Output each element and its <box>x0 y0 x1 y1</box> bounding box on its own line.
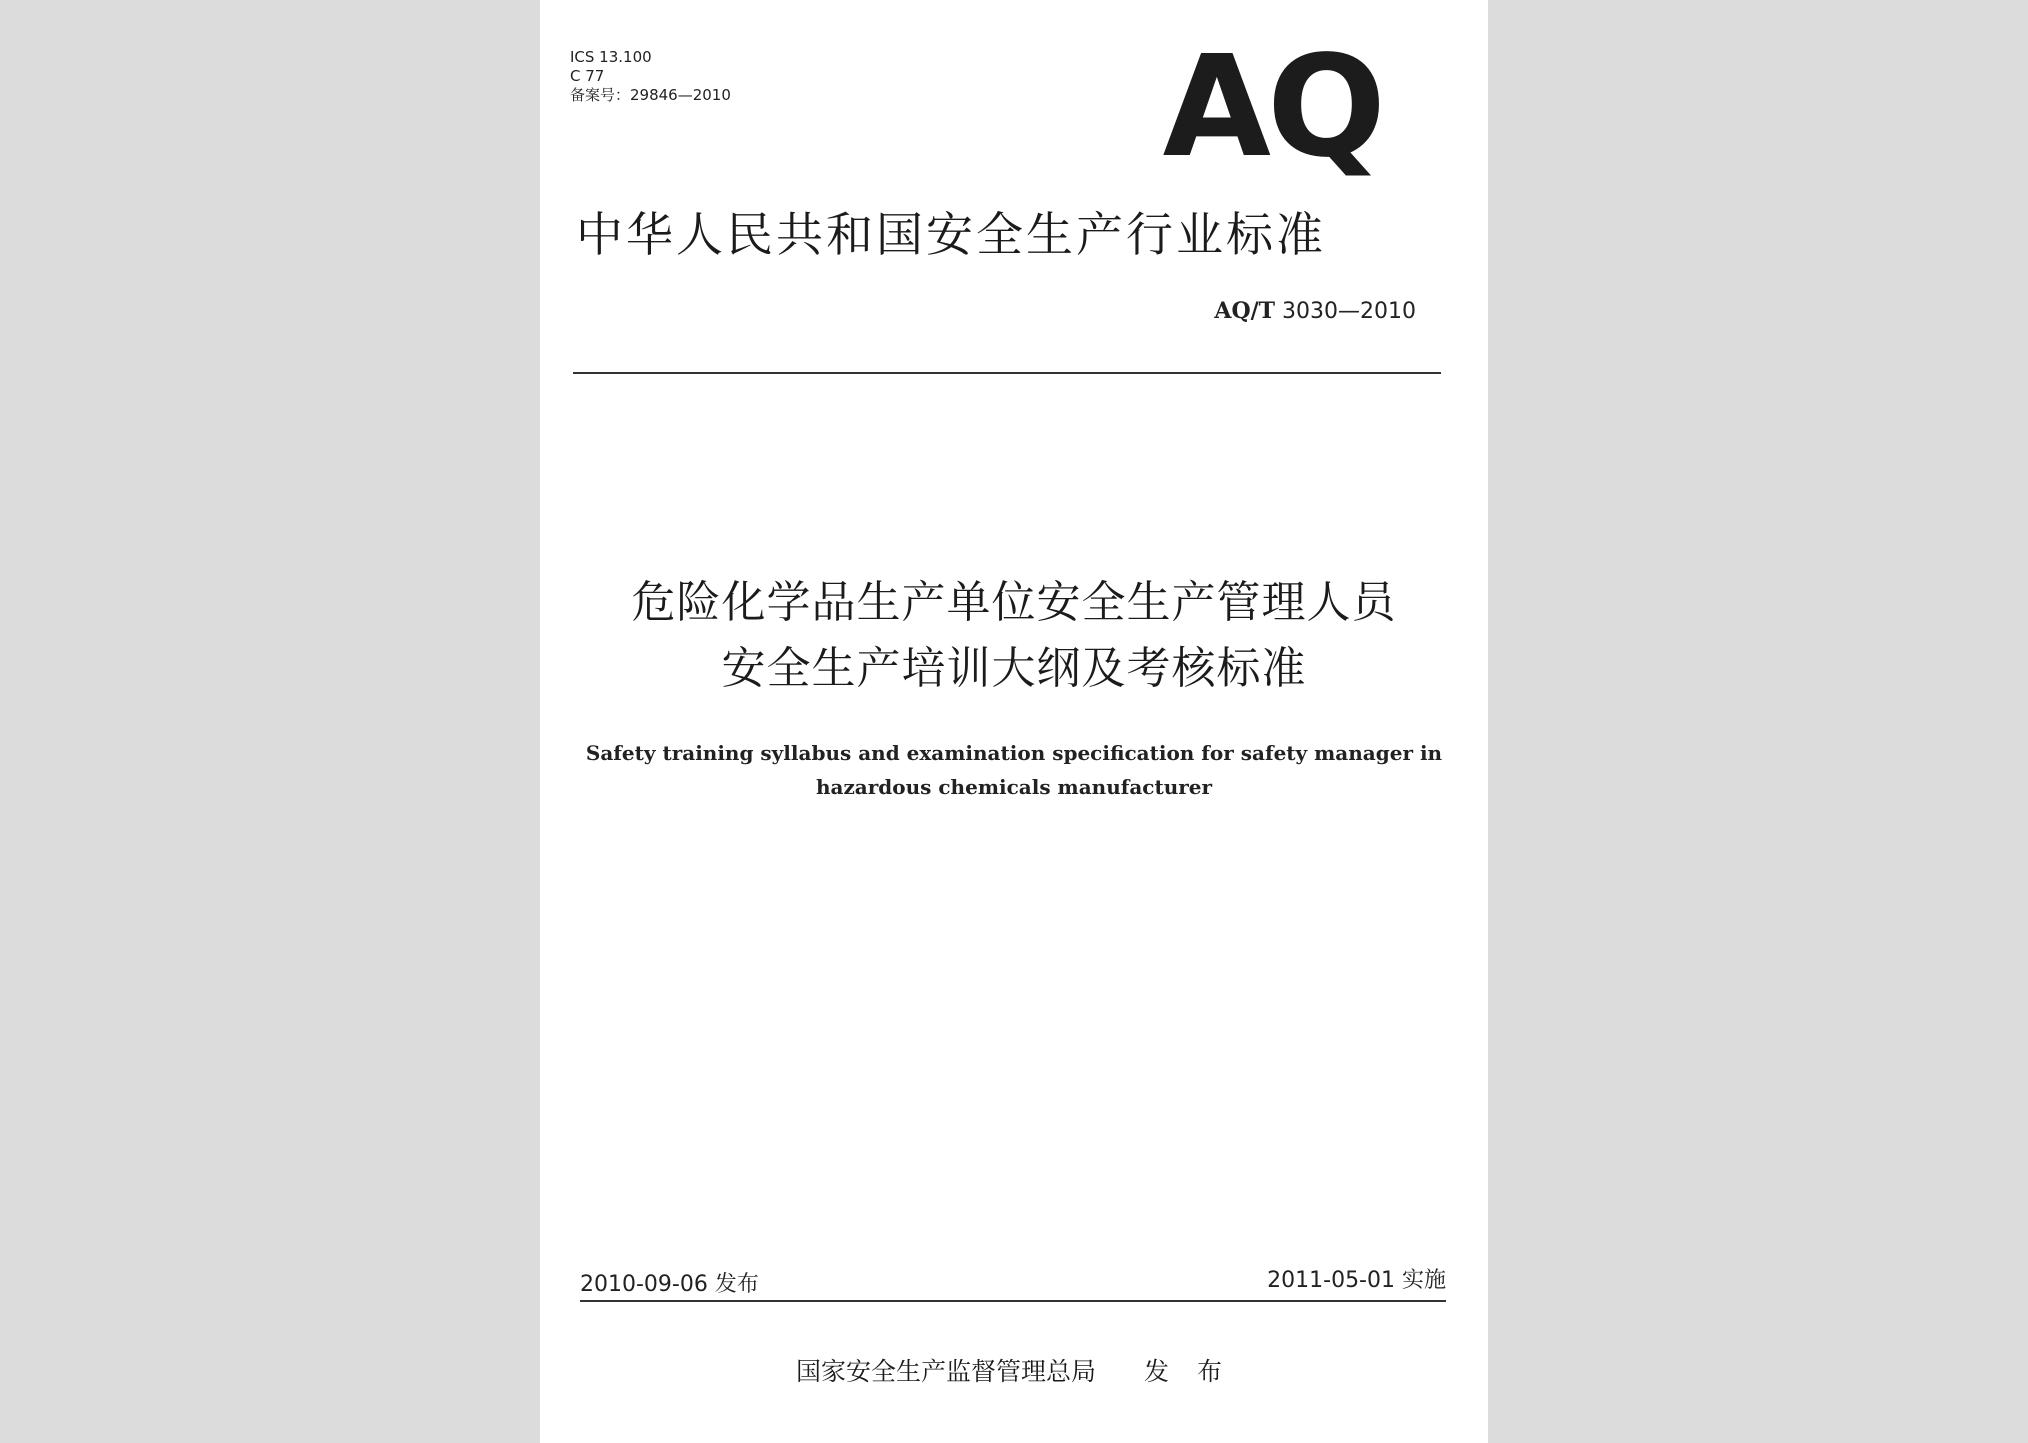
publisher-action: 发 布 <box>1144 1357 1232 1386</box>
ics-code: ICS 13.100 <box>570 48 652 66</box>
standard-code-number: 3030—2010 <box>1282 299 1416 324</box>
english-title <box>540 736 1488 804</box>
record-number: 备案号：29846—2010 <box>570 86 731 104</box>
issue-date: 2010-09-06 发布 <box>580 1272 759 1297</box>
dates-row <box>580 1268 1446 1298</box>
standard-code <box>1214 298 1416 324</box>
english-title-line-2: hazardous chemicals manufacturer <box>815 775 1213 799</box>
chinese-title-line-1: 危险化学品生产单位安全生产管理人员 <box>631 577 1397 628</box>
implementation-date: 2011-05-01 实施 <box>1267 1268 1446 1293</box>
chinese-title <box>540 570 1488 702</box>
english-title-line-1: Safety training syllabus and examination specification for safety manager in <box>585 741 1443 765</box>
chinese-title-line-2: 安全生产培训大纲及考核标准 <box>721 643 1307 694</box>
publisher-line <box>540 1352 1488 1388</box>
publisher-name: 国家安全生产监督管理总局 <box>796 1357 1097 1386</box>
document-page <box>540 0 1488 1443</box>
aq-logo: AQ <box>1162 26 1382 189</box>
standard-code-prefix: AQ/T <box>1214 298 1276 324</box>
classification-block <box>570 48 731 105</box>
bottom-divider <box>580 1300 1446 1302</box>
top-divider <box>573 372 1441 374</box>
ccs-code: C 77 <box>570 67 605 85</box>
standard-org-title: 中华人民共和国安全生产行业标准 <box>576 208 1326 263</box>
